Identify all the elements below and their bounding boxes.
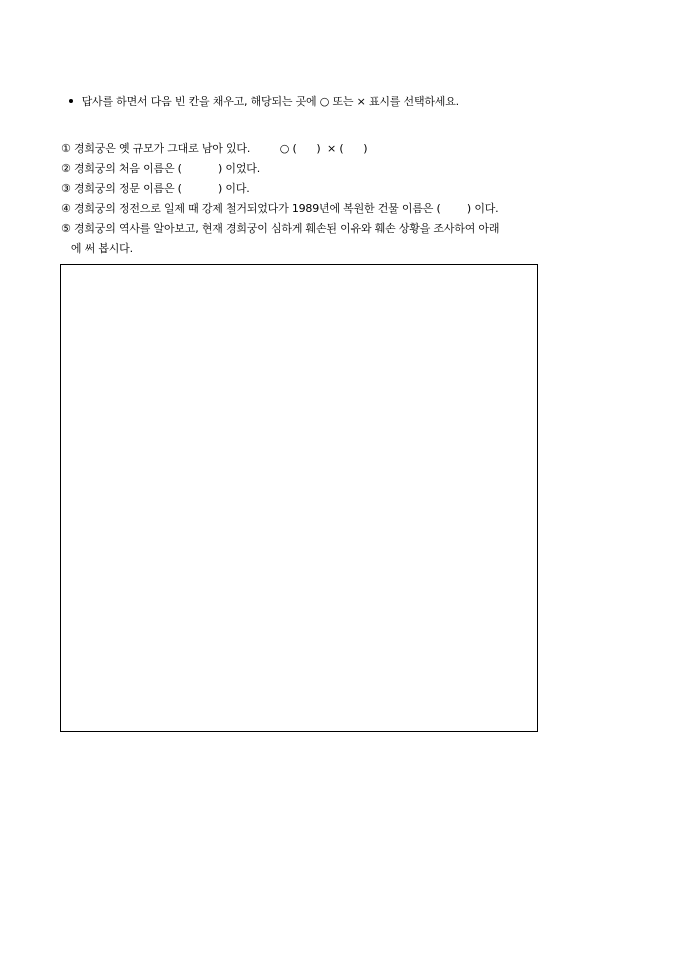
question-1: ① 경희궁은 옛 규모가 그대로 남아 있다. ○ ( ) × ( ) (61, 142, 368, 155)
question-5: ⑤ 경희궁의 역사를 알아보고, 현재 경희궁이 심하게 훼손된 이유와 훼손 상황을 조사하여 아래 (61, 222, 500, 235)
question-4: ④ 경희궁의 정전으로 일제 때 강제 철거되었다가 1989년에 복원한 건물 이름은 ( ) 이다. (61, 202, 499, 215)
answer-box[interactable] (60, 264, 538, 732)
question-3: ③ 경희궁의 정문 이름은 ( ) 이다. (61, 182, 250, 195)
instruction-line (62, 81, 459, 109)
instruction-text: 답사를 하면서 다음 빈 칸을 채우고, 해당되는 곳에 ○ 또는 × 표시를 선택하세요. (81, 95, 459, 108)
question-2: ② 경희궁의 처음 이름은 ( ) 이었다. (61, 162, 260, 175)
bullet-icon (69, 99, 73, 103)
question-5-continued: 에 써 봅시다. (61, 242, 133, 255)
